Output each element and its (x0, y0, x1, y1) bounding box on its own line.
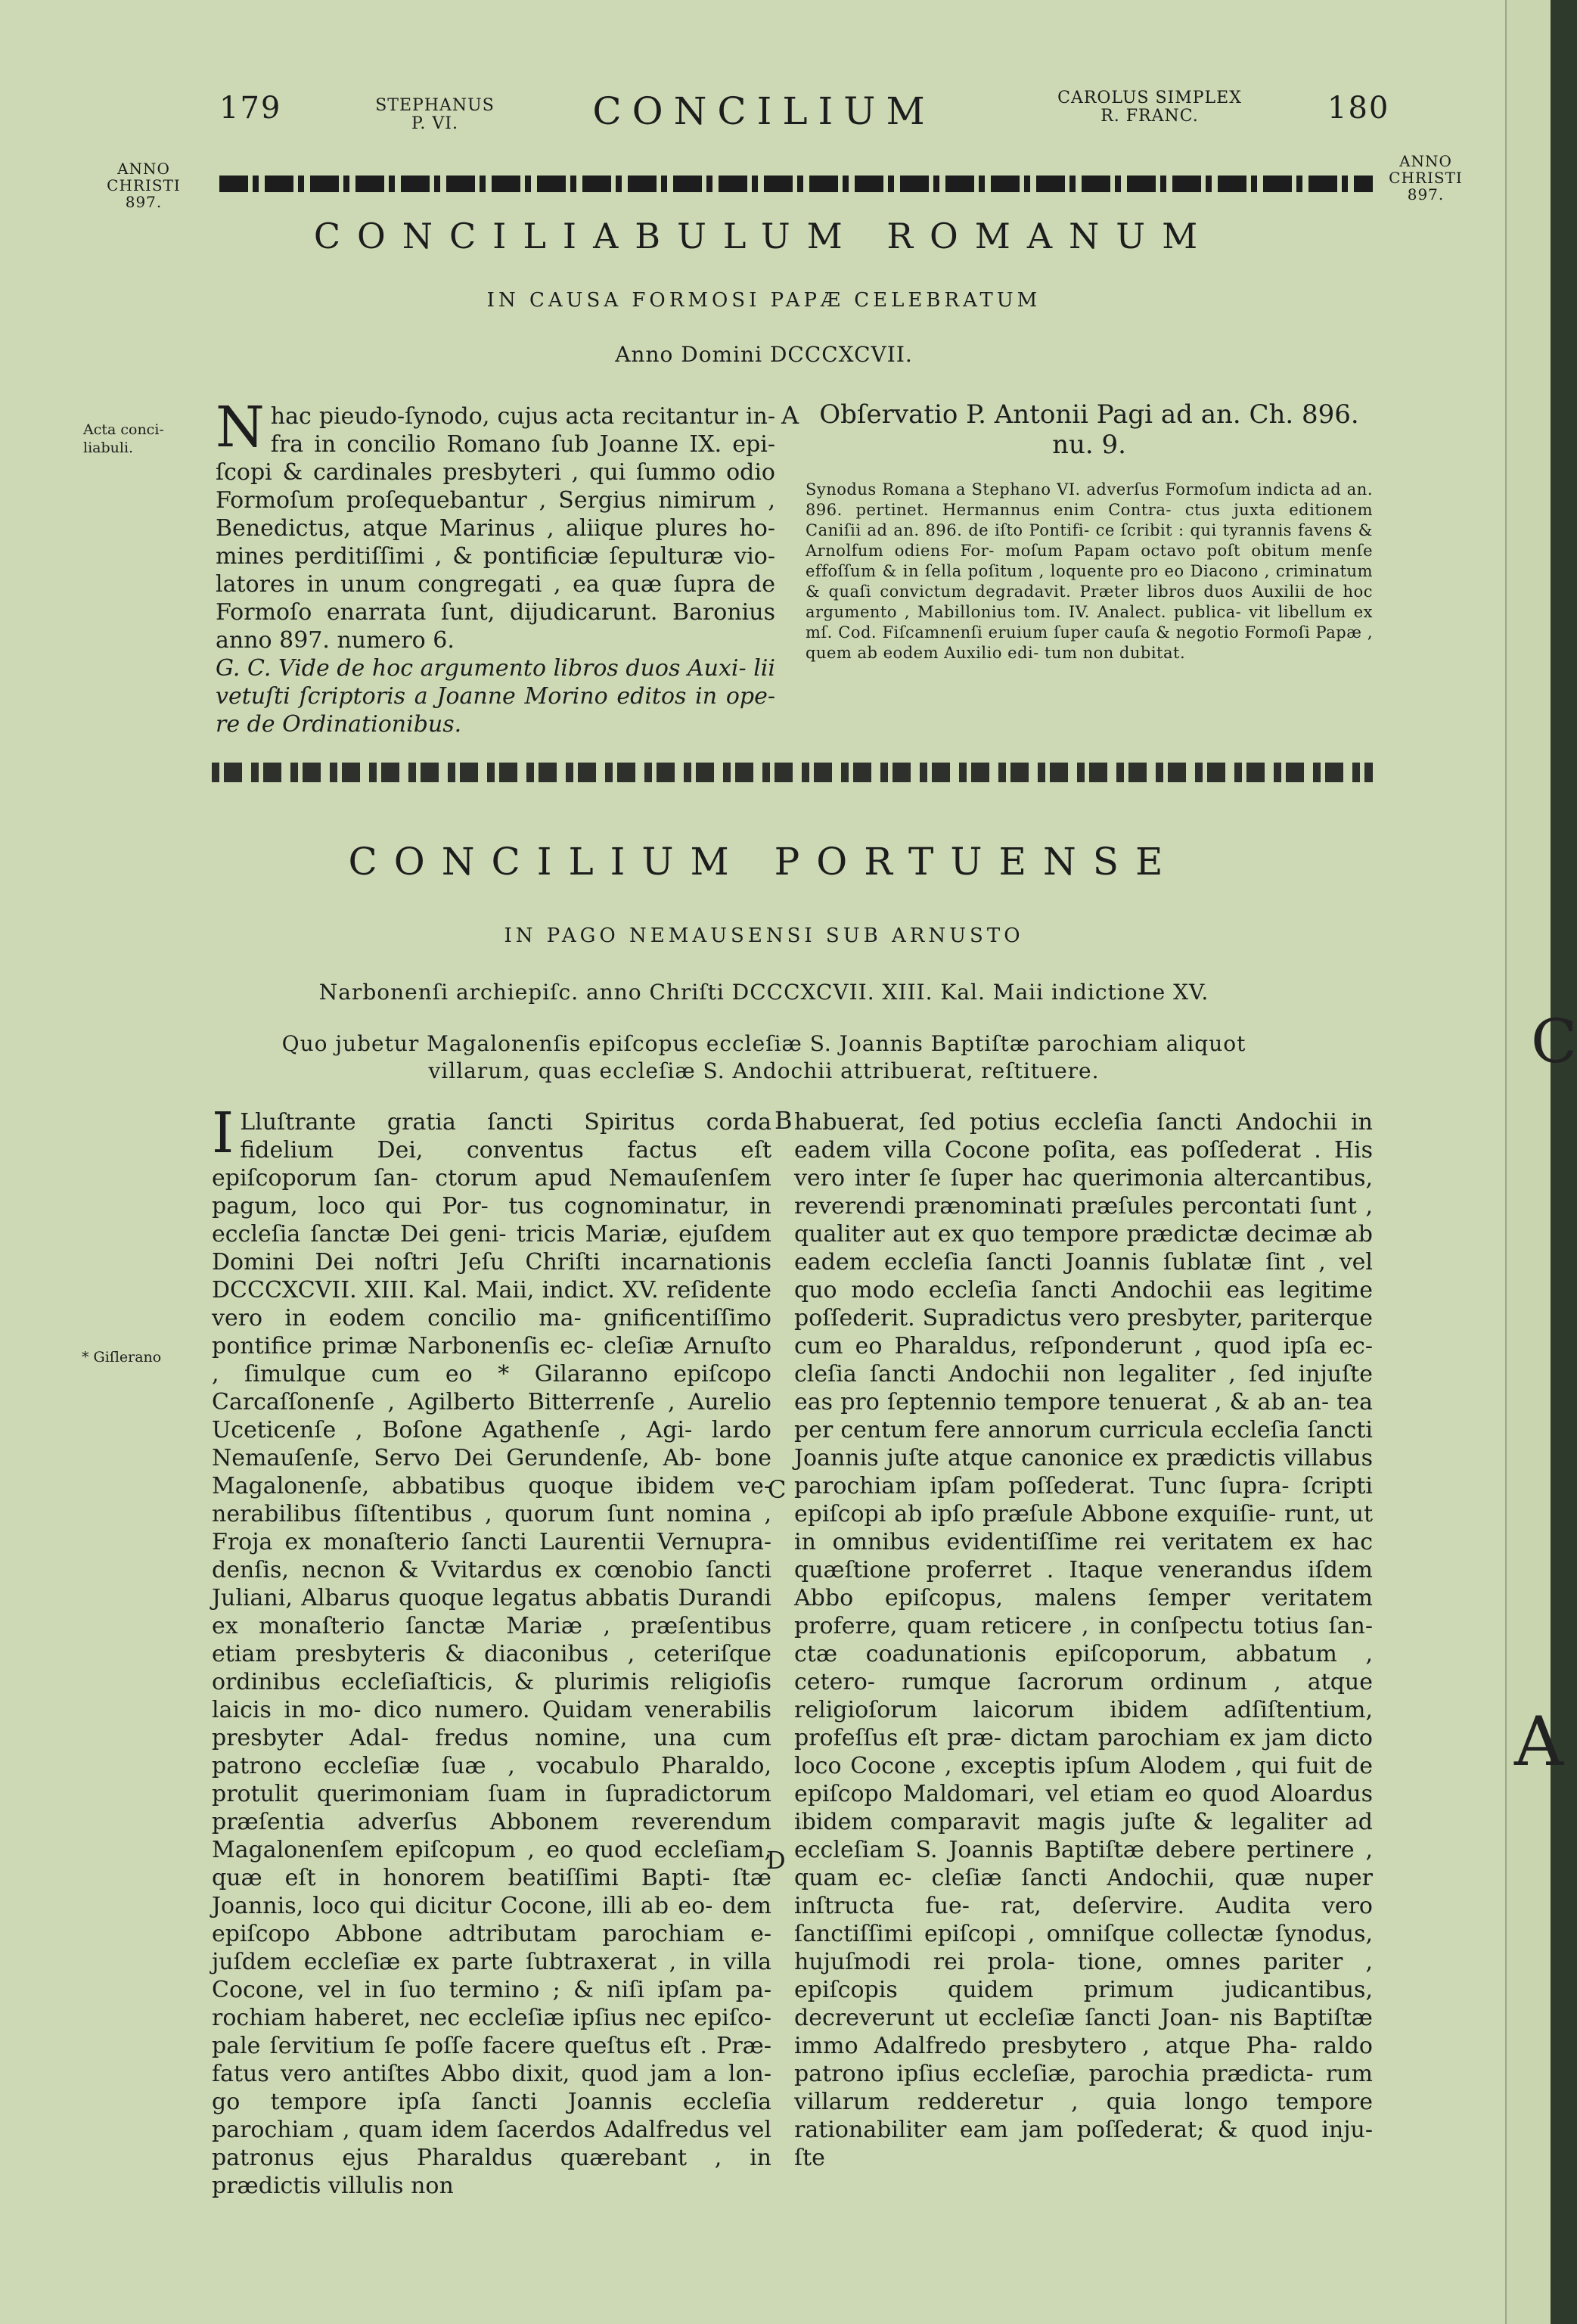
drop-cap: N (216, 395, 265, 460)
section2-left-text: Lluſtrante gratia ſancti Spiritus corda fidelium Dei, conventus factus eſt epiſcoporum ſan- ctorum apud Nemauſenſem pagum, loco qui Por- tus cognominatur, in eccleſia ſanctæ Dei geni- tricis Mariæ, ejuſdem Domini Dei noſtri Jeſu Chriſti incarnationis DCCCXCVII. XIII. Kal. Maii, indict. XV. reſidente vero in eodem concilio ma- gnificentiſſimo pontifice primæ Narbonenſis ec- cleſiæ Arnuſto , ſimulque cum eo * Gilaranno epiſcopo Carcaſſonenſe , Agilberto Bitterrenſe , Aurelio Uceticenſe , Boſone Agathenſe , Agi- lardo Nemauſenſe, Servo Dei Gerundenſe, Ab- bone Magalonenſe, abbatibus quoque ibidem ve- nerabilibus ſiſtentibus , quorum ſunt nomina , Froja ex monaſterio ſancti Laurentii Vernupra- denſis, necnon & Vvitardus ex cœnobio ſancti Juliani, Albarus quoque legatus abbatis Durandi ex monaſterio ſanctæ Mariæ , præſentibus etiam presbyteris & diaconibus , ceteriſque ordinibus eccleſiaſticis, & plurimis religioſis laicis in mo- dico numero. Quidam venerabilis presbyter Adal- fredus nomine, una cum patrono eccleſiæ ſuæ , vocabulo Pharaldo, protulit querimoniam ſuam in ſupradictorum præſentia adverſus Abbonem reverendum Magalonenſem epiſcopum , eo quod eccleſiam, quæ eſt in honorem beatiſſimi Bapti- ſtæ Joannis, loco qui dicitur Cocone, illi ab eo- dem epiſcopo Abbone adtributam parochiam e- juſdem eccleſiæ ex parte ſubtraxerat , in villa Cocone, vel in ſuo termino ; & niſi ipſam pa- rochiam haberet, nec eccleſiæ ipſius nec epiſco- pale ſervitium ſe poſſe facere queſtus eſt . Præ- fatus vero antiſtes Abbo dixit, quod jam a lon- go tempore ipſa ſancti Joannis eccleſia parochiam , quam idem ſacerdos Adalfredus vel patronus ejus Pharaldus quærebant , in prædictis villulis non (212, 1109, 771, 2199)
section2-subtitle: IN PAGO NEMAUSENSI SUB ARNUSTO (504, 924, 1024, 947)
drop-cap-i: I (212, 1101, 234, 1166)
section1-title: CONCILIABULUM ROMANUM (313, 216, 1215, 256)
column-marker-c: C (768, 1475, 787, 1504)
adjacent-page-edge (1505, 0, 1577, 2324)
anno-christi-right: ANNO CHRISTI 897. (1389, 152, 1463, 204)
section1-right-text: Synodus Romana a Stephano VI. adverſus Formoſum indicta ad an. 896. pertinet. Hermannus enim Contra- ctus juxta editionem Caniſii ad an. 896. de iſto Pontifi- ce ſcribit : qui tyrannis favens & Arnolfum odiens For- moſum Papam octavo poſt obitum menſe effoſſum & in ſella poſitum , loquente pro eo Diacono , criminatum & quaſi convictum degradavit. Præter libros duos Auxilii de hoc argumento , Mabillonius tom. IV. Analect. publica- vit libellum ex mſ. Cod. Fiſcamnenſi eruium ſuper cauſa & negotio Formoſi Papæ , quem ab eodem Auxilio edi- tum non dubitat. (806, 480, 1373, 662)
margin-note-gislerano: * Giſlerano (82, 1349, 162, 1366)
section2-date-line: Narbonenſi archiepiſc. anno Chriſti DCCCXCVII. XIII. Kal. Maii indictione XV. (318, 980, 1209, 1005)
column-marker-d: D (766, 1846, 786, 1875)
section1-date: Anno Domini DCCCXCVII. (615, 342, 913, 367)
adjacent-page-fragment: C (1531, 1006, 1577, 1077)
anno-christi-left: ANNO CHRISTI 897. (107, 160, 181, 211)
section1-left-column (216, 395, 775, 738)
left-running-head: STEPHANUS P. VI. (375, 96, 495, 133)
ornamental-rule-top (219, 176, 1373, 192)
section2-summary: Quo jubetur Magalonenſis epiſcopus eccleſiæ S. Joannis Baptiſtæ parochiam aliquot villarum, quas eccleſiæ S. Andochii attribuerat, reſtituere. (281, 1031, 1246, 1083)
section1-left-note: G. C. Vide de hoc argumento libros duos Auxi- lii vetuſti ſcriptoris a Joanne Morino editos in ope- re de Ordinationibus. (216, 655, 775, 738)
adjacent-page-fragment: A (1514, 1702, 1563, 1782)
right-page-number: 180 (1327, 91, 1390, 126)
left-page-number: 179 (219, 91, 282, 126)
pagi-observation-title: Obſervatio P. Antonii Pagi ad an. Ch. 896. nu. 9. (819, 399, 1359, 460)
right-running-head: CAROLUS SIMPLEX R. FRANC. (1057, 89, 1242, 126)
column-marker-b: B (775, 1106, 793, 1135)
section2-left-column (212, 1101, 771, 2200)
section2-right-text: habuerat, ſed potius eccleſia ſancti Andochii in eadem villa Cocone poſita, eas poſſederat . His vero inter ſe ſuper hac querimonia altercantibus, reverendi prænominati præſules percontati ſunt , qualiter aut ex quo tempore prædictæ decimæ ab eadem eccleſia ſancti Joannis ſublatæ ſint , vel quo modo eccleſia ſancti Andochii eas legitime poſſederit. Supradictus vero presbyter, pariterque cum eo Pharaldus, reſponderunt , quod ipſa ec- cleſia ſancti Andochii non legaliter , ſed injuſte eas pro ſeptennio tempore tenuerat , & ab an- tea per centum fere annorum curricula eccleſia ſancti Joannis juſte atque canonice ex prædictis villabus parochiam ipſam poſſederat. Tunc ſupra- ſcripti epiſcopi ab ipſo præſule Abbone exquiſie- runt, ut in omnibus evidentiſſime rei veritatem ex hac quæſtione proferret . Itaque venerandus iſdem Abbo epiſcopus, malens ſemper veritatem proferre, quam reticere , in conſpectu totius ſan- ctæ coadunationis epiſcoporum, abbatum , cetero- rumque ſacrorum ordinum , atque religioſorum laicorum ibidem adſiſtentium, profeſſus eſt præ- dictam parochiam ex jam dicto loco Cocone , exceptis ipſum Alodem , qui fuit de epiſcopo Maldomari, vel etiam eo quod Aloardus ibidem comparavit magis juſte & legaliter ad eccleſiam S. Joannis Baptiſtæ debere pertinere , quam ec- cleſiæ ſancti Andochii, quæ nuper inſtructa fue- rat, deſervire. Audita vero ſanctiſſimi epiſcopi , omniſque collectæ ſynodus, hujuſmodi rei prola- tione, omnes pariter , epiſcopis quidem primum judicantibus, decreverunt ut eccleſiæ ſancti Joan- nis Baptiſtæ immo Adalfredo presbytero , atque Pha- raldo patrono ipſius eccleſiæ, parochia prædicta- rum villarum redderetur , quia longo tempore rationabiliter eam jam poſſederat; & quod inju- ſte (794, 1109, 1373, 2171)
section1-left-text: hac pieudo-ſynodo, cujus acta recitantur in- fra in concilio Romano ſub Joanne IX. epi- ſcopi & cardinales presbyteri , qui ſummo odio Formoſum proſequebantur , Sergius nimirum , Benedictus, atque Marinus , aliique plures ho- mines perditiſſimi , & pontificiæ ſepulturæ vio- latores in unum congregati , ea quæ ſupra de Formoſo enarrata ſunt, dijudicarunt. Baronius anno 897. numero 6. (216, 403, 775, 654)
section2-title: CONCILIUM PORTUENSE (348, 840, 1180, 884)
section1-subtitle: IN CAUSA FORMOSI PAPÆ CELEBRATUM (486, 289, 1042, 312)
margin-note-acta: Acta conci- liabuli. (83, 421, 164, 456)
column-marker-a: A (781, 401, 799, 430)
running-title: CONCILIUM (592, 89, 936, 133)
ornamental-rule-middle (212, 763, 1373, 782)
